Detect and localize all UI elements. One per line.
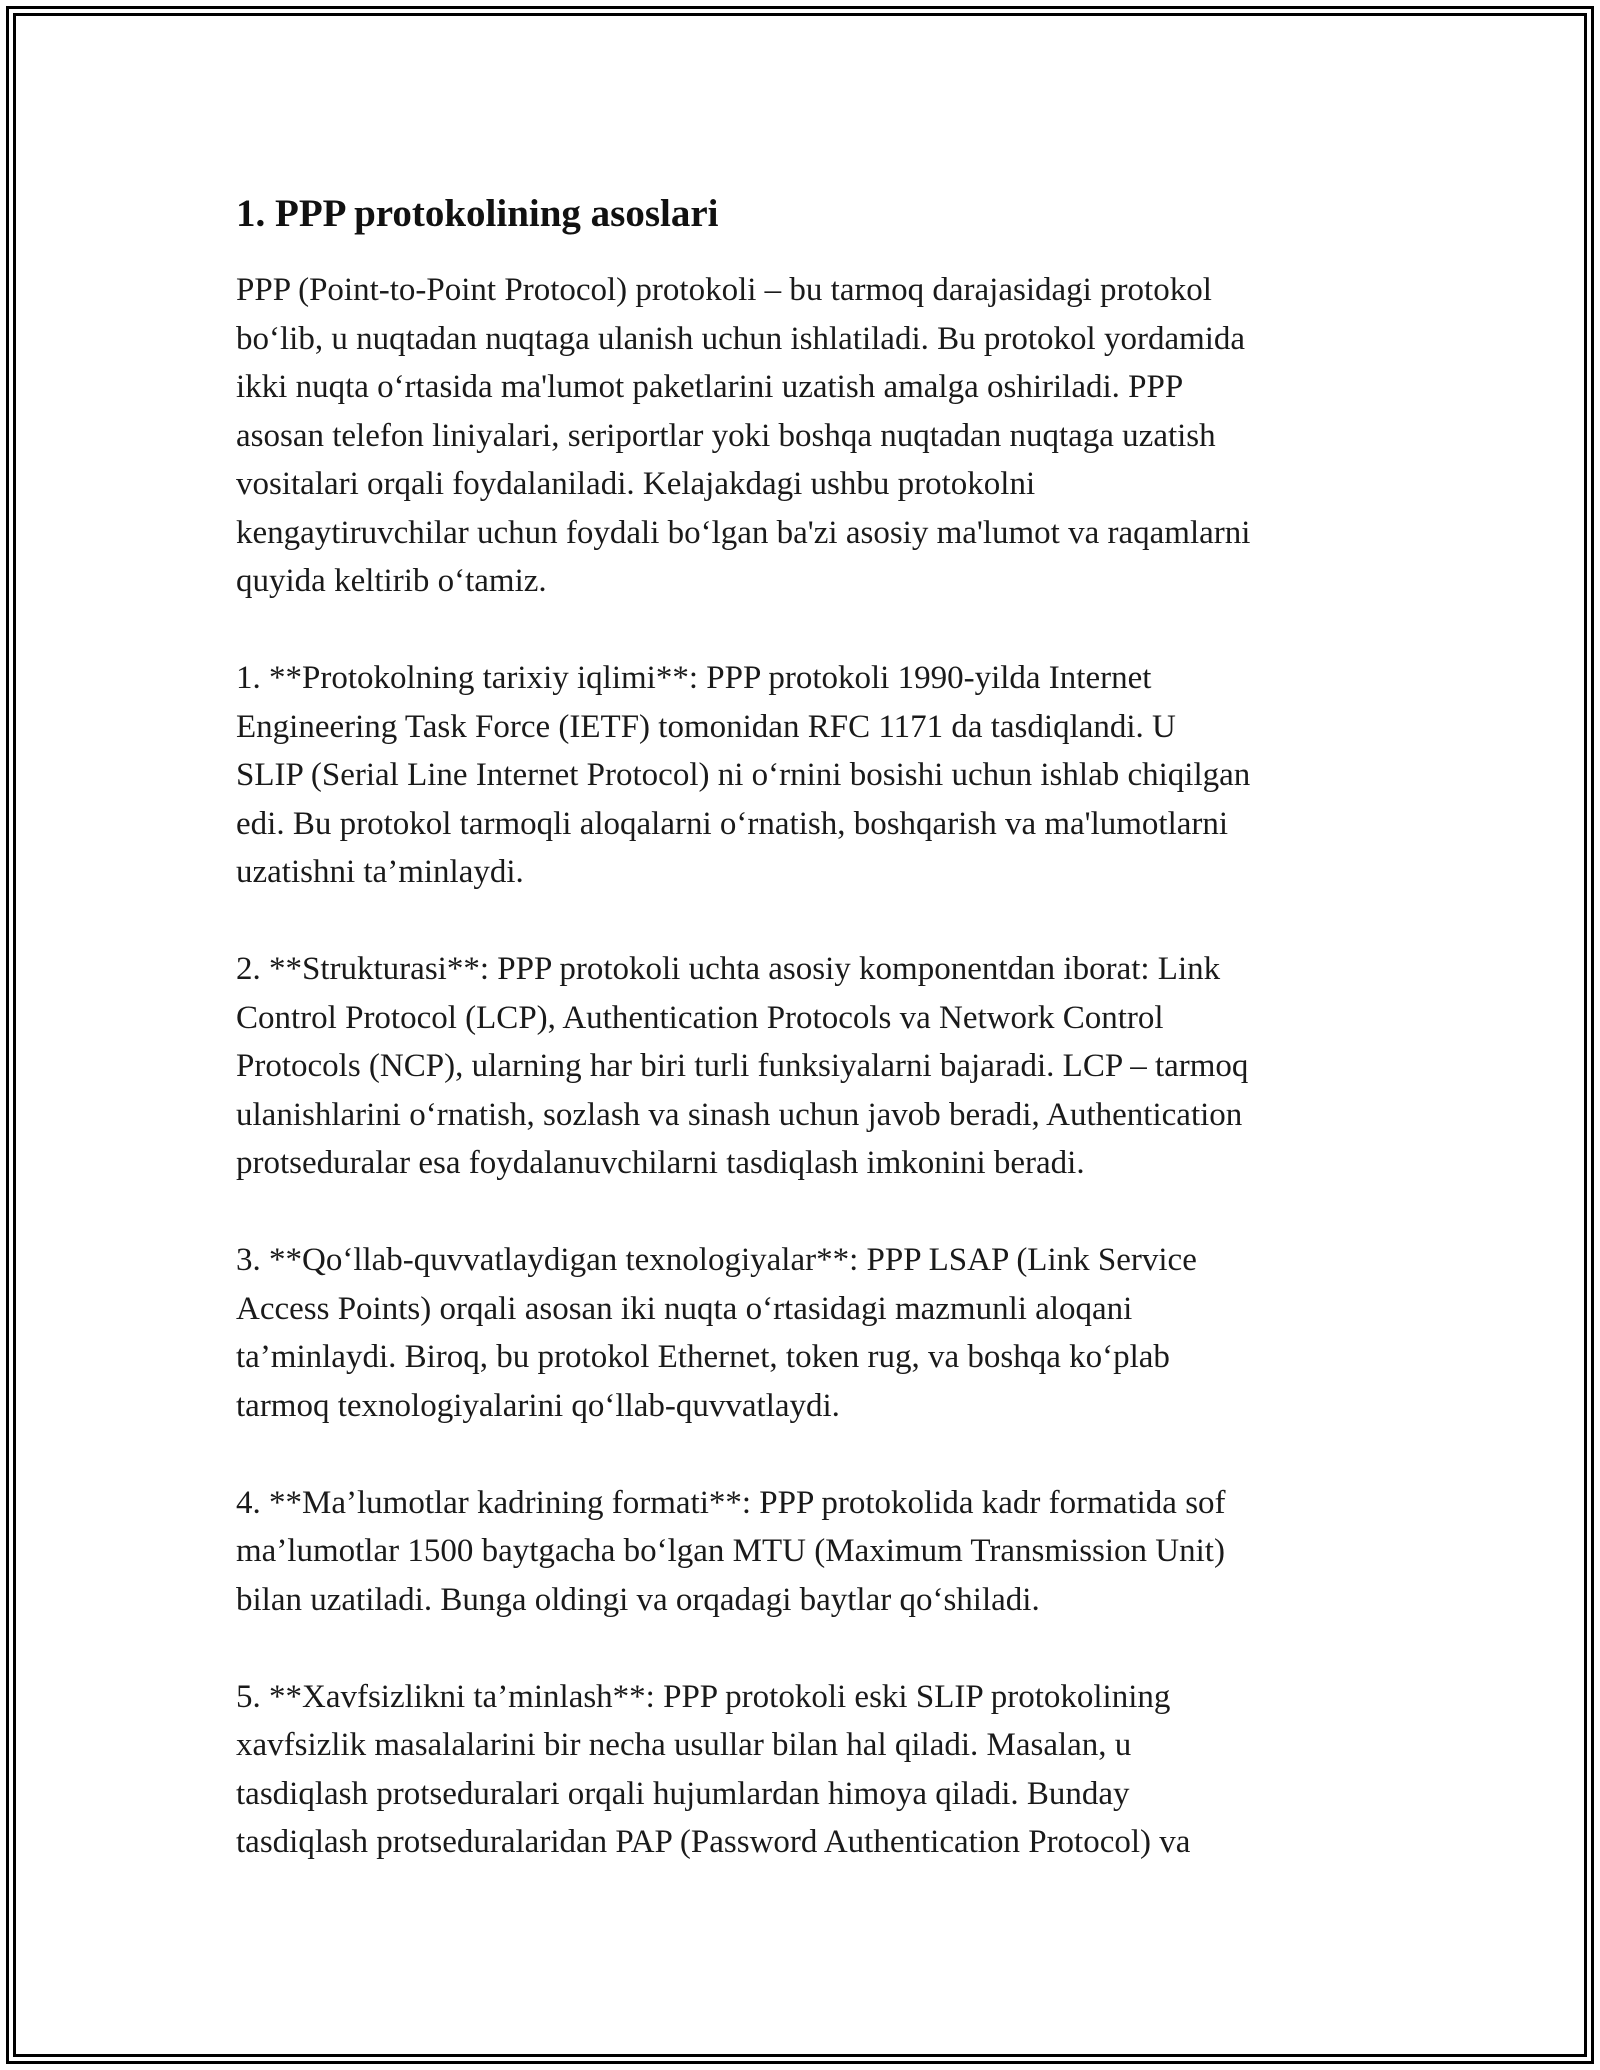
list-item-frame-format: 4. **Ma’lumotlar kadrining formati**: PPP protokolida kadr formatida sof ma’lumotlar 1500 baytgacha bo‘lgan MTU (Maximum Transmission Unit) bilan uzatiladi. Bunga oldingi va orqadagi baytlar qo‘shiladi.	[236, 1484, 1226, 1618]
intro-paragraph: PPP (Point-to-Point Protocol) protokoli – bu tarmoq darajasidagi protokol bo‘lib, u nuqtadan nuqtaga ulanish uchun ishlatiladi. Bu protokol yordamida ikki nuqta o‘rtasida ma'lumot paketlarini uzatish amalga oshiriladi. PPP asosan telefon liniyalari, seriportlar yoki boshqa nuqtadan nuqtaga uzatish vositalari orqali foydalaniladi. Kelajakdagi ushbu protokolni kengaytiruvchilar uchun foydali bo‘lgan ba'zi asosiy ma'lumot va raqamlarni quyida keltirib o‘tamiz.	[236, 272, 1251, 599]
list-item-history: 1. **Protokolning tarixiy iqlimi**: PPP protokoli 1990-yilda Internet Engineering Task Force (IETF) tomonidan RFC 1171 da tasdiqlandi. U SLIP (Serial Line Internet Protocol) ni o‘rnini bosishi uchun ishlab chiqilgan edi. Bu protokol tarmoqli aloqalarni o‘rnatish, boshqarish va ma'lumotlarni uzatishni ta’minlaydi.	[236, 660, 1251, 890]
list-item-structure: 2. **Strukturasi**: PPP protokoli uchta asosiy komponentdan iborat: Link Control Protocol (LCP), Authentication Protocols va Network Control Protocols (NCP), ularning har biri turli funksiyalarni bajaradi. LCP – tarmoq ulanishlarini o‘rnatish, sozlash va sinash uchun javob beradi, Authentication protseduralar esa foydalanuvchilarni tasdiqlash imkonini beradi.	[236, 951, 1249, 1181]
document-body	[236, 188, 1376, 1915]
list-item-security: 5. **Xavfsizlikni ta’minlash**: PPP protokoli eski SLIP protokolining xavfsizlik masalalarini bir necha usullar bilan hal qiladi. Masalan, u tasdiqlash protseduralari orqali hujumlardan himoya qiladi. Bunday tasdiqlash protseduralaridan PAP (Password Authentication Protocol) va	[236, 1678, 1191, 1860]
list-item-technologies: 3. **Qo‘llab-quvvatlaydigan texnologiyalar**: PPP LSAP (Link Service Access Points) orqali asosan iki nuqta o‘rtasidagi mazmunli aloqani ta’minlaydi. Biroq, bu protokol Ethernet, token rug, va boshqa ko‘plab tarmoq texnologiyalarini qo‘llab-quvvatlaydi.	[236, 1242, 1197, 1424]
section-heading: 1. PPP protokolining asoslari	[236, 192, 719, 235]
